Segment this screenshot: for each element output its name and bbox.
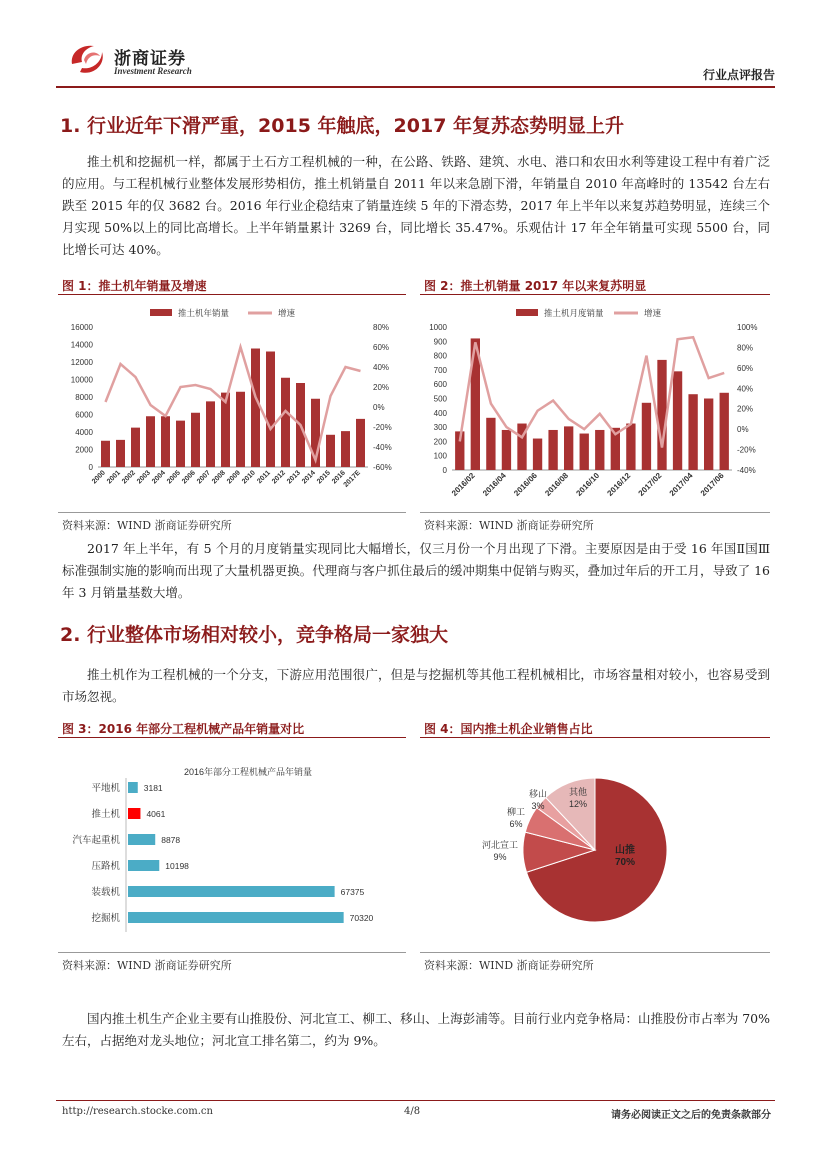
figure-4-top-rule	[420, 737, 770, 738]
x-tick-label: 2017E	[342, 469, 362, 489]
footer-divider	[56, 1100, 775, 1101]
pie-pct-河北宣工: 9%	[493, 852, 507, 862]
legend-bar-swatch	[150, 309, 172, 316]
y2-tick-label: -20%	[737, 445, 756, 455]
x-tick-label: 2016/08	[543, 471, 571, 498]
x-tick-label: 2017/04	[667, 471, 695, 498]
bar-2017/06	[720, 393, 729, 470]
y-tick-label: 12000	[70, 358, 93, 367]
x-tick-label: 2003	[135, 469, 152, 486]
market-share-pie-chart	[420, 745, 770, 950]
x-tick-label: 2016/06	[512, 471, 539, 498]
y2-tick-label: 100%	[737, 323, 758, 332]
figure-4-bottom-rule	[420, 952, 770, 953]
x-tick-label: 2001	[105, 469, 122, 486]
figure-1-top-rule	[58, 294, 406, 295]
growth-line	[460, 337, 724, 447]
value-label-挖掘机: 70320	[349, 913, 374, 923]
brand-subtitle: Investment Research	[114, 66, 192, 76]
y-tick-label: 100	[433, 451, 447, 461]
y-tick-label: 400	[433, 408, 447, 418]
hbar-平地机	[128, 782, 138, 793]
section-2-paragraph-1: 推土机作为工程机械的一个分支，下游应用范围很广，但是与挖掘机等其他工程机械相比，市场容量相对较小，也容易受到市场忽视。	[62, 667, 770, 704]
bar-2008	[221, 393, 230, 467]
figure-2-bottom-rule	[420, 512, 770, 513]
bar-2016/09	[580, 434, 589, 470]
figure-2-caption: 图 2：推土机销量 2017 年以来复苏明显	[424, 279, 647, 293]
equipment-sales-comparison-chart	[58, 745, 406, 950]
brand-name: 浙商证券	[114, 49, 186, 69]
bar-2017/01	[642, 403, 651, 470]
bar-2010	[251, 349, 260, 467]
hbar-推土机	[128, 808, 140, 819]
footer-page-number: 4/8	[404, 1106, 421, 1117]
y-tick-label: 4000	[75, 428, 93, 437]
figure-3-source: 资料来源：WIND 浙商证券研究所	[62, 959, 232, 972]
y-tick-label: 8000	[75, 393, 93, 402]
bar-2017/04	[688, 394, 697, 470]
y2-tick-label: 80%	[373, 323, 390, 332]
x-tick-label: 2016/12	[605, 471, 633, 498]
section-2-paragraph-2: 国内推土机生产企业主要有山推股份、河北宣工、柳工、移山、上海彭浦等。目前行业内竞争格局：山推股份市占率为 70%左右，占据绝对龙头地位；河北宣工排名第二，约为 9%。	[62, 1011, 770, 1048]
bar-2016/08	[564, 426, 573, 470]
bar-2009	[236, 392, 245, 467]
x-tick-label: 2005	[165, 469, 182, 486]
bar-2016/04	[502, 430, 511, 470]
x-tick-label: 2017/06	[698, 471, 726, 498]
bar-2016/10	[595, 430, 604, 470]
y2-tick-label: 0%	[737, 425, 749, 435]
y2-tick-label: 40%	[737, 384, 754, 394]
bar-2017/02	[657, 360, 666, 470]
figure-3-top-rule	[58, 737, 406, 738]
x-tick-label: 2009	[225, 469, 242, 486]
figure-1-bottom-rule	[58, 512, 406, 513]
bar-2012	[281, 378, 290, 467]
value-label-汽车起重机: 8878	[161, 835, 181, 845]
y-tick-label: 600	[433, 380, 447, 390]
figure-2-top-rule	[420, 294, 770, 295]
x-tick-label: 2000	[90, 469, 107, 486]
y-tick-label: 300	[433, 423, 447, 433]
pie-label-柳工: 柳工	[506, 807, 526, 817]
x-tick-label: 2013	[285, 469, 302, 486]
bar-2017/03	[673, 371, 682, 470]
value-label-推土机: 4061	[146, 809, 166, 819]
category-label-压路机: 压路机	[91, 861, 120, 872]
legend-bar-label: 推土机年销量	[178, 308, 230, 318]
y2-tick-label: -40%	[737, 466, 756, 475]
bar-2002	[131, 428, 140, 467]
value-label-装载机: 67375	[340, 887, 365, 897]
category-label-推土机: 推土机	[91, 809, 120, 820]
x-tick-label: 2016/04	[481, 471, 508, 498]
growth-line	[106, 347, 361, 460]
bar-2004	[161, 416, 170, 467]
bar-2016/07	[548, 430, 557, 470]
figure-2-source: 资料来源：WIND 浙商证券研究所	[424, 519, 594, 532]
section-1-title: 1. 行业近年下滑严重，2015 年触底，2017 年复苏态势明显上升	[60, 115, 625, 137]
y-tick-label: 0	[442, 466, 447, 475]
footer-url[interactable]: http://research.stocke.com.cn	[62, 1106, 213, 1117]
bar-2017E	[356, 419, 365, 467]
section-1-paragraph-1: 推土机和挖掘机一样，都属于土石方工程机械的一种，在公路、铁路、建筑、水电、港口和农田水利等建设工程中有着广泛的应用。与工程机械行业整体发展形势相仿，推土机销量自 2011 年以来急剧下滑，年销量自 2010 年高峰时的 13542 台左右跌至 2015 年的仅 3682 台。2016 年行业企稳结束了销量连续 5 年的下滑态势，2017 年上半年以来复苏趋势明显，连续三个月实现 50%以上的同比高增长。上半年销量累计 3269 台，同比增长 35.47%。乐观估计 17 年全年销量可实现 5500 台，同比增长可达 40%。	[62, 154, 770, 257]
annual-sales-chart	[58, 300, 406, 510]
y-tick-label: 800	[433, 351, 447, 361]
pie-pct-柳工: 6%	[509, 819, 523, 829]
y-tick-label: 700	[433, 365, 447, 375]
y-tick-label: 500	[433, 394, 447, 404]
y2-tick-label: 60%	[737, 363, 754, 373]
legend-bar-label: 推土机月度销量	[544, 308, 604, 318]
monthly-sales-chart	[420, 300, 770, 510]
y-tick-label: 16000	[70, 323, 93, 332]
hbar-压路机	[128, 860, 159, 871]
bar-2016	[341, 431, 350, 467]
bar-2017/05	[704, 399, 713, 471]
x-tick-label: 2017/02	[636, 471, 664, 498]
bar-2001	[116, 440, 125, 467]
pie-label-移山: 移山	[528, 789, 548, 799]
hbar-装载机	[128, 886, 335, 897]
y-tick-label: 10000	[70, 375, 93, 385]
section-2-title: 2. 行业整体市场相对较小，竞争格局一家独大	[60, 624, 449, 646]
x-tick-label: 2006	[180, 469, 197, 486]
y-tick-label: 900	[433, 337, 447, 347]
y2-tick-label: 40%	[373, 363, 390, 372]
y2-tick-label: 60%	[373, 343, 390, 352]
x-tick-label: 2002	[120, 469, 137, 486]
y2-tick-label: -20%	[373, 423, 392, 432]
section-1-paragraph-2: 2017 年上半年，有 5 个月的月度销量实现同比大幅增长，仅三月份一个月出现了下滑。主要原因是由于受 16 年国Ⅱ国Ⅲ标准强制实施的影响而出现了大量机器更换。代理商与客户抓住最后的缓冲期集中促销与购买，叠加过年后的开工月，导致了 16 年 3 月销量基数大增。	[62, 541, 770, 600]
x-tick-label: 2010	[240, 469, 257, 486]
category-label-平地机: 平地机	[91, 783, 120, 794]
x-tick-label: 2016/10	[574, 471, 602, 498]
bar-2000	[101, 441, 110, 467]
y2-tick-label: -40%	[373, 443, 392, 452]
pie-pct-山推: 70%	[614, 857, 636, 868]
y2-tick-label: -60%	[373, 463, 392, 472]
legend-line-label: 增速	[644, 308, 662, 318]
figure-1-source: 资料来源：WIND 浙商证券研究所	[62, 519, 232, 532]
y2-tick-label: 80%	[737, 343, 754, 353]
x-tick-label: 2004	[150, 469, 167, 486]
y2-tick-label: 20%	[373, 383, 390, 392]
chart-title: 2016年部分工程机械产品年销量	[183, 767, 313, 777]
bar-2006	[191, 413, 200, 467]
value-label-平地机: 3181	[143, 783, 163, 793]
legend-line-label: 增速	[278, 308, 296, 318]
pie-pct-其他: 12%	[568, 799, 588, 809]
hbar-汽车起重机	[128, 834, 155, 845]
y2-tick-label: 0%	[373, 403, 385, 412]
y2-tick-label: 20%	[737, 404, 754, 414]
bar-2016/12	[626, 424, 635, 470]
x-tick-label: 2008	[210, 469, 227, 486]
bar-2011	[266, 352, 275, 468]
y-tick-label: 200	[433, 437, 447, 447]
category-label-汽车起重机: 汽车起重机	[72, 835, 120, 846]
y-tick-label: 6000	[75, 410, 93, 420]
bar-2003	[146, 416, 155, 467]
pie-label-山推: 山推	[615, 845, 635, 856]
figure-3-bottom-rule	[58, 952, 406, 953]
footer-disclaimer: 请务必阅读正文之后的免责条款部分	[611, 1110, 771, 1121]
bar-2016/03	[486, 418, 495, 470]
y-tick-label: 0	[88, 463, 93, 472]
legend-bar-swatch	[516, 309, 538, 316]
header-divider	[56, 86, 775, 88]
category-label-挖掘机: 挖掘机	[91, 913, 120, 924]
figure-1-caption: 图 1：推土机年销量及增速	[62, 279, 207, 293]
category-label-装载机: 装载机	[91, 887, 120, 898]
bar-2015	[326, 435, 335, 467]
x-tick-label: 2016/02	[449, 471, 477, 498]
x-tick-label: 2015	[315, 469, 332, 486]
value-label-压路机: 10198	[165, 861, 189, 871]
hbar-挖掘机	[128, 912, 344, 923]
y-tick-label: 2000	[75, 445, 93, 455]
report-type: 行业点评报告	[702, 68, 775, 82]
figure-4-source: 资料来源：WIND 浙商证券研究所	[424, 959, 594, 972]
figure-3-caption: 图 3：2016 年部分工程机械产品年销量对比	[62, 722, 305, 736]
x-tick-label: 2012	[270, 469, 287, 486]
pie-label-河北宣工: 河北宣工	[481, 840, 519, 850]
bar-2016/06	[533, 439, 542, 470]
figure-4-caption: 图 4：国内推土机企业销售占比	[424, 722, 593, 736]
x-tick-label: 2007	[195, 469, 212, 486]
company-logo	[68, 42, 108, 76]
bar-2005	[176, 421, 185, 467]
bar-2007	[206, 401, 215, 467]
x-tick-label: 2011	[256, 469, 272, 486]
y-tick-label: 1000	[429, 323, 447, 332]
y-tick-label: 14000	[70, 340, 93, 350]
pie-pct-移山: 3%	[531, 801, 545, 811]
pie-label-其他: 其他	[568, 787, 588, 797]
x-tick-label: 2014	[300, 469, 317, 486]
x-tick-label: 2016	[330, 469, 347, 486]
